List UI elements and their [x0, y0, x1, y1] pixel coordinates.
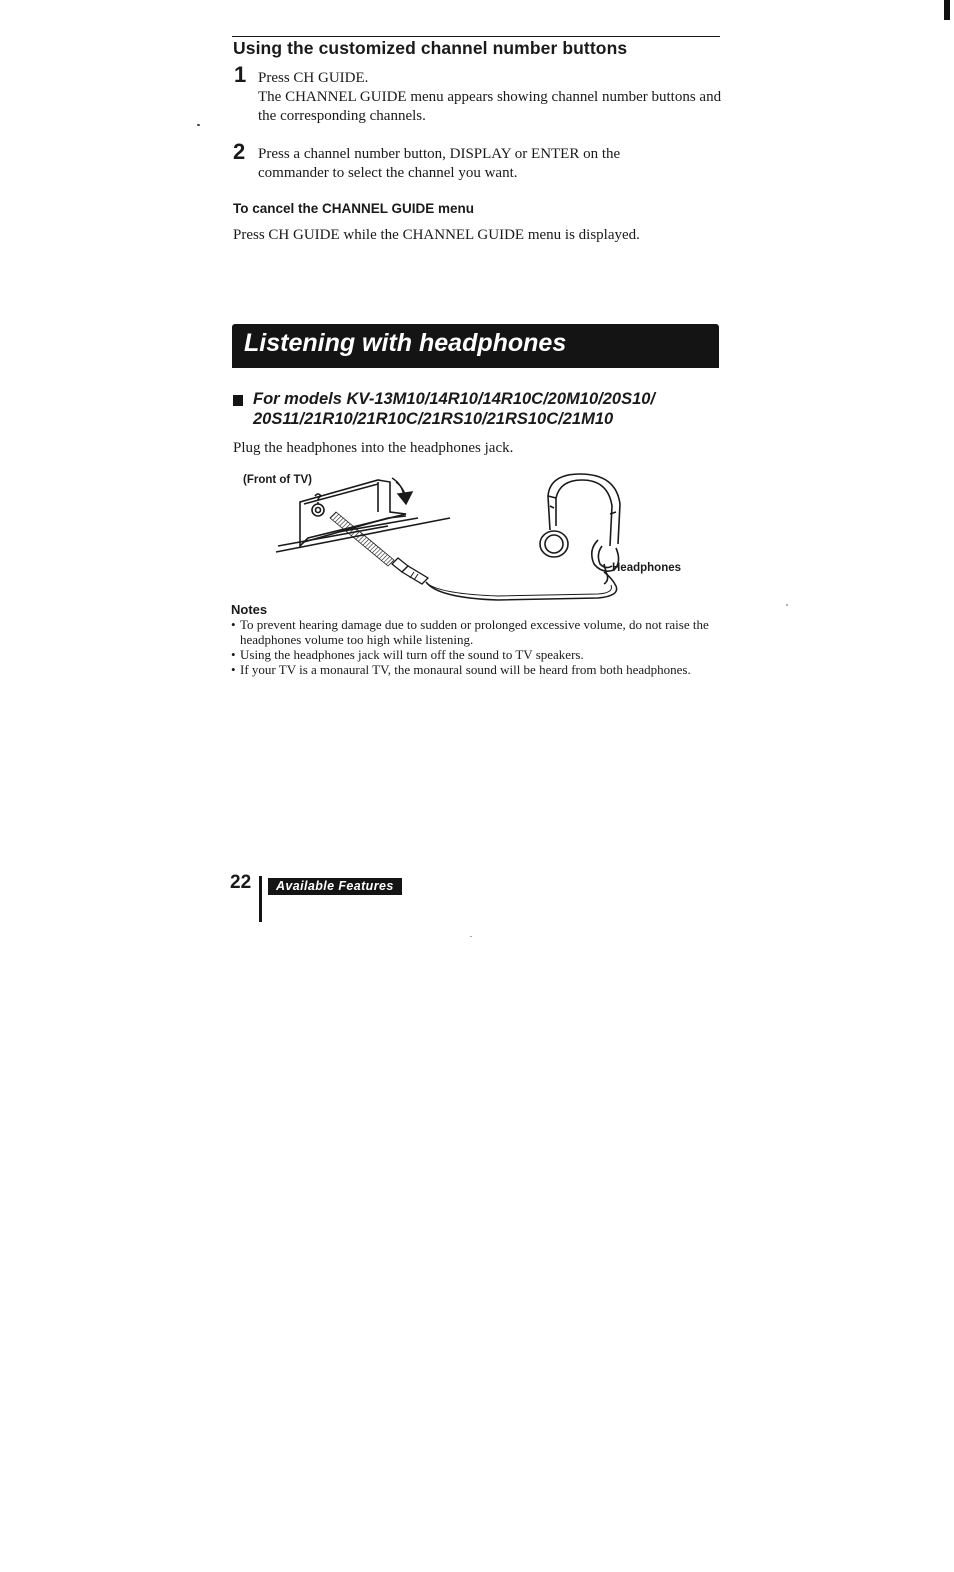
- page-number: 22: [230, 872, 252, 893]
- scan-speck: [470, 936, 472, 937]
- models-list-line-1: KV-13M10/14R10/14R10C/20M10/20S10/: [346, 390, 656, 408]
- scan-speck: [786, 604, 788, 606]
- footer-divider: [259, 876, 262, 922]
- plug-icon: [330, 512, 428, 584]
- cancel-heading: To cancel the CHANNEL GUIDE menu: [233, 201, 475, 216]
- models-prefix: For models: [253, 390, 347, 408]
- banner-title: Listening with headphones: [244, 329, 567, 357]
- section-badge: Available Features: [268, 878, 402, 895]
- section-banner: [232, 324, 719, 368]
- note-text: Using the headphones jack will turn off the sound to TV speakers.: [240, 647, 584, 662]
- headphones-diagram-icon: [238, 466, 698, 606]
- step-1-number: 1: [234, 62, 247, 87]
- notes-heading: Notes: [231, 602, 268, 617]
- models-list-line-2: 20S11/21R10/21R10C/21RS10/21RS10C/21M10: [253, 410, 614, 428]
- bullet-icon: •: [231, 647, 236, 662]
- note-text: If your TV is a monaural TV, the monaural sound will be heard from both headphones.: [240, 662, 691, 677]
- plug-instruction: Plug the headphones into the headphones jack.: [233, 440, 514, 456]
- headphones-illustration: [238, 466, 698, 606]
- bullet-icon: •: [231, 617, 236, 632]
- step-2-number: 2: [233, 139, 246, 164]
- scan-speck: [197, 124, 200, 126]
- front-of-tv-label: (Front of TV): [243, 474, 312, 486]
- step-2-text: Press a channel number button, DISPLAY or ENTER on the commander to select the channel you want.: [258, 146, 621, 181]
- bullet-icon: •: [231, 662, 236, 677]
- page-edge-mark: [944, 0, 950, 20]
- top-divider: [232, 36, 720, 37]
- list-item: [231, 647, 721, 662]
- list-item: [231, 617, 721, 647]
- models-heading: [253, 389, 723, 429]
- square-bullet-icon: [233, 395, 243, 406]
- cancel-text: Press CH GUIDE while the CHANNEL GUIDE menu is displayed.: [233, 227, 640, 243]
- section-heading: Using the customized channel number buttons: [233, 38, 628, 58]
- notes-list: [231, 617, 721, 677]
- step-1-text: Press CH GUIDE. The CHANNEL GUIDE menu appears showing channel number buttons and the corresponding channels.: [258, 70, 722, 124]
- note-text: To prevent hearing damage due to sudden or prolonged excessive volume, do not raise the headphones volume too high while listening.: [240, 617, 709, 647]
- headphones-icon: [540, 474, 620, 584]
- list-item: [231, 662, 721, 677]
- insert-arrow-icon: [392, 478, 412, 504]
- headphones-label: Headphones: [612, 562, 682, 574]
